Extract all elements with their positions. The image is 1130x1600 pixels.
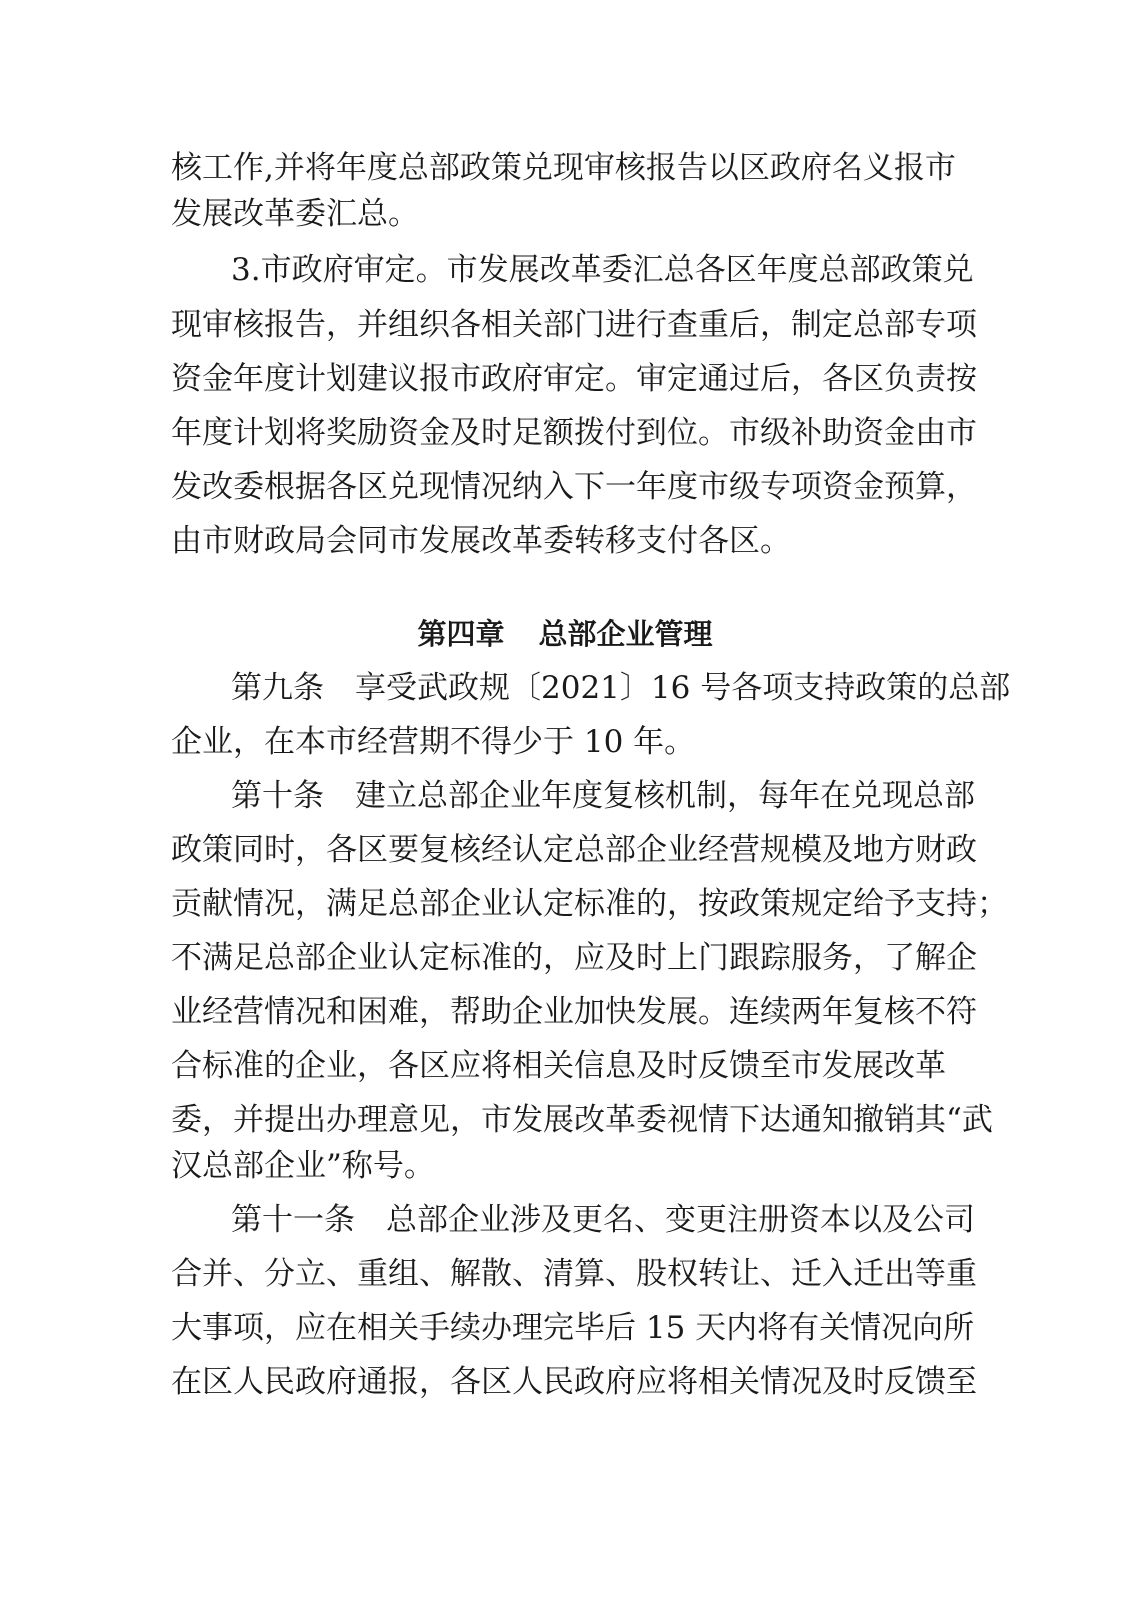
paragraph-line: 发展改革委汇总。 xyxy=(171,196,419,232)
paragraph-line: 在区人民政府通报，各区人民政府应将相关情况及时反馈至 xyxy=(171,1364,977,1400)
paragraph-line: 业经营情况和困难，帮助企业加快发展。连续两年复核不符 xyxy=(171,994,977,1030)
paragraph-line: 现审核报告，并组织各相关部门进行查重后，制定总部专项 xyxy=(171,307,977,343)
paragraph-line: 由市财政局会同市发展改革委转移支付各区。 xyxy=(171,523,791,559)
paragraph-line: 企业，在本市经营期不得少于 10 年。 xyxy=(171,724,696,760)
chapter-number: 第四章 xyxy=(417,617,505,651)
paragraph-line: 合并、分立、重组、解散、清算、股权转让、迁入迁出等重 xyxy=(171,1256,977,1292)
paragraph-line: 核工作,并将年度总部政策兑现审核报告以区政府名义报市 xyxy=(171,150,956,186)
paragraph-line: 大事项，应在相关手续办理完毕后 15 天内将有关情况向所 xyxy=(171,1310,975,1346)
paragraph-line: 贡献情况，满足总部企业认定标准的，按政策规定给予支持； xyxy=(171,886,1008,922)
paragraph-line: 汉总部企业”称号。 xyxy=(171,1148,435,1184)
paragraph-line: 政策同时，各区要复核经认定总部企业经营规模及地方财政 xyxy=(171,832,977,868)
paragraph-line: 合标准的企业，各区应将相关信息及时反馈至市发展改革 xyxy=(171,1048,946,1084)
paragraph-line: 3.市政府审定。市发展改革委汇总各区年度总部政策兑 xyxy=(231,252,974,288)
paragraph-line: 第十一条 总部企业涉及更名、变更注册资本以及公司 xyxy=(231,1202,975,1238)
chapter-heading xyxy=(0,614,1130,654)
paragraph-line: 不满足总部企业认定标准的，应及时上门跟踪服务，了解企 xyxy=(171,940,977,976)
paragraph-line: 第十条 建立总部企业年度复核机制，每年在兑现总部 xyxy=(231,778,975,814)
paragraph-line: 资金年度计划建议报市政府审定。审定通过后，各区负责按 xyxy=(171,361,977,397)
paragraph-line: 委，并提出办理意见，市发展改革委视情下达通知撤销其“武 xyxy=(171,1102,993,1138)
paragraph-line: 第九条 享受武政规〔2021〕16 号各项支持政策的总部 xyxy=(231,670,1011,706)
paragraph-line: 发改委根据各区兑现情况纳入下一年度市级专项资金预算， xyxy=(171,469,977,505)
paragraph-line: 年度计划将奖励资金及时足额拨付到位。市级补助资金由市 xyxy=(171,415,977,451)
chapter-title: 总部企业管理 xyxy=(538,617,713,651)
